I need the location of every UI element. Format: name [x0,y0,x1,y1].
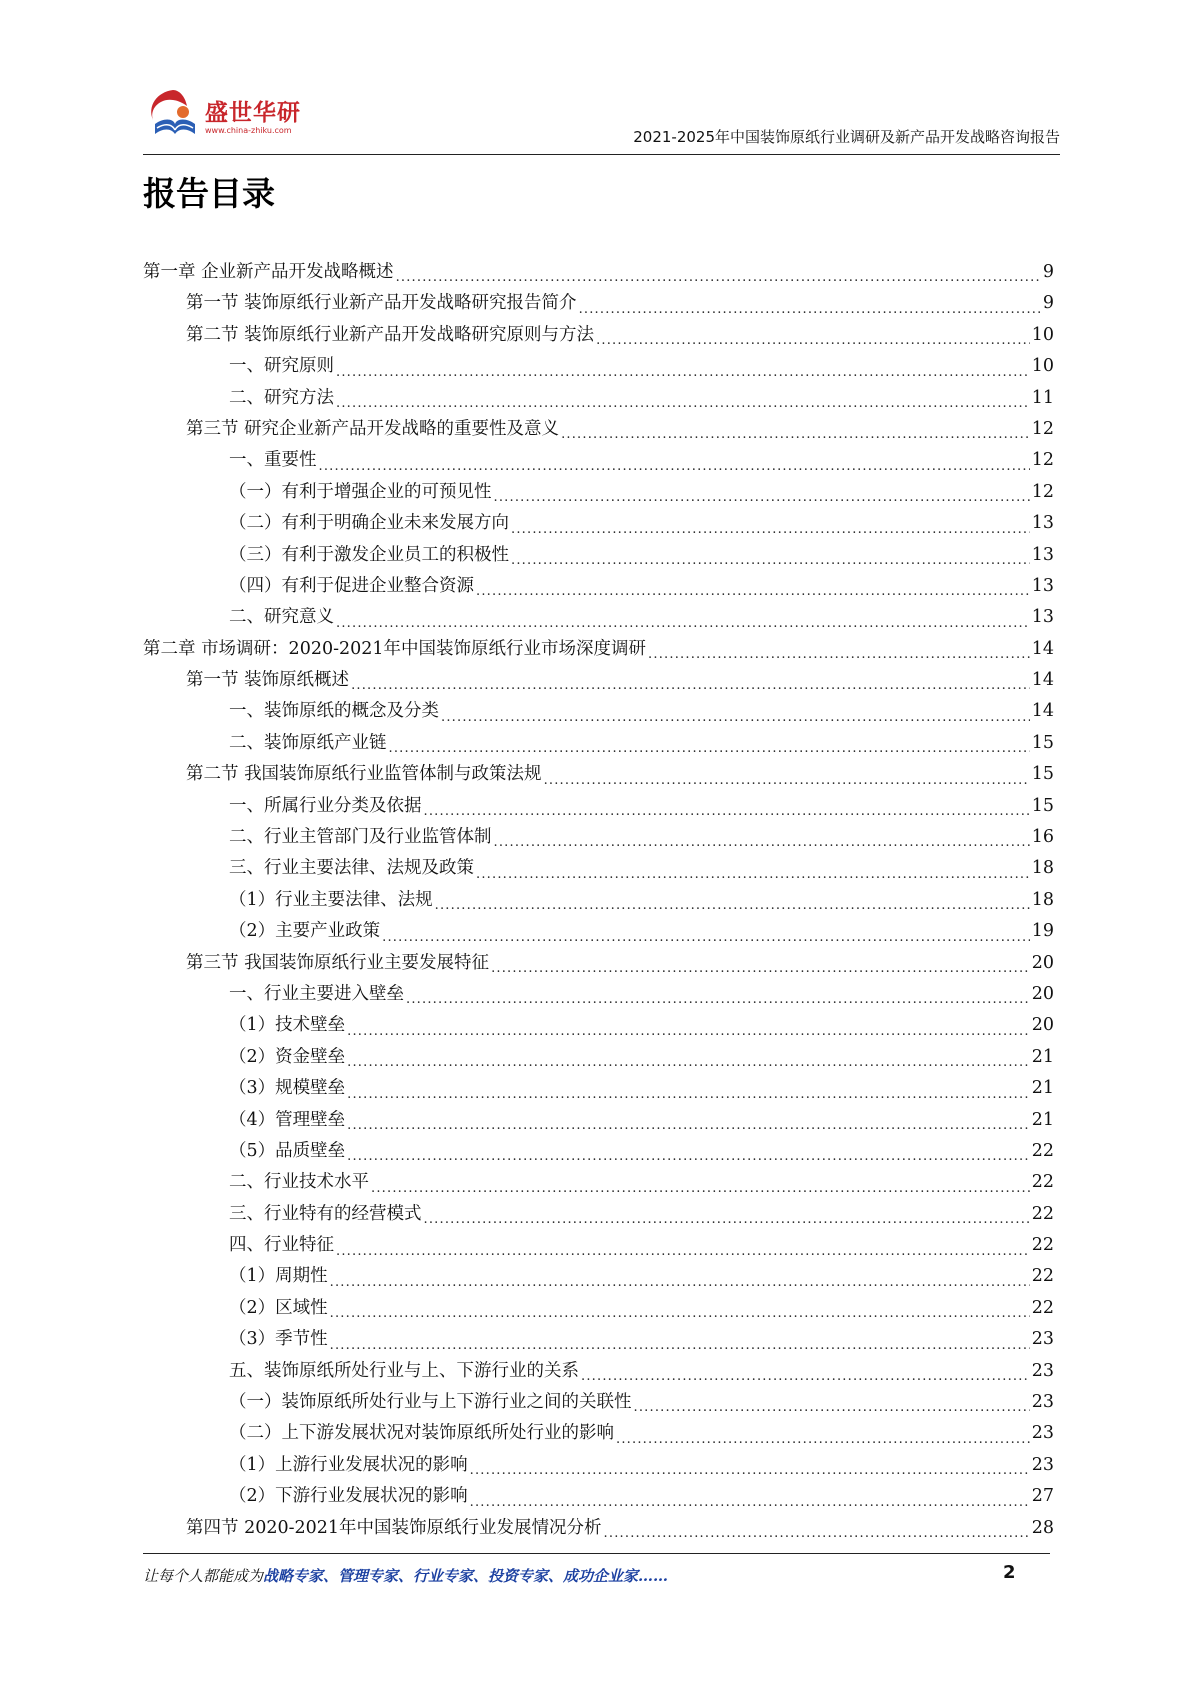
toc-leader-dots [351,665,1030,696]
toc-entry-title: 第一章 企业新产品开发战略概述 [143,261,394,282]
company-logo [143,84,323,154]
toc-entry-page: 10 [1031,324,1054,345]
toc-entry[interactable] [143,1356,1054,1387]
toc-leader-dots [371,1167,1030,1198]
toc-entry-title: 一、行业主要进入壁垒 [229,983,404,1004]
toc-entry[interactable] [143,1230,1054,1261]
toc-entry-page: 11 [1031,387,1054,408]
toc-entry-page: 22 [1031,1140,1054,1161]
logo-name: 盛世华研 [205,100,301,126]
header-divider [143,154,1060,155]
toc-entry-page: 12 [1031,450,1054,471]
toc-entry-page: 19 [1031,921,1054,942]
toc-leader-dots [441,696,1030,727]
toc-leader-dots [494,822,1030,853]
toc-leader-dots [491,948,1030,979]
toc-entry-page: 20 [1031,983,1054,1004]
toc-entry[interactable] [143,916,1054,947]
toc-leader-dots [424,1199,1030,1230]
toc-entry-page: 9 [1042,293,1054,314]
toc-leader-dots [648,634,1030,665]
toc-entry-title: （一）装饰原纸所处行业与上下游行业之间的关联性 [229,1392,632,1413]
toc-entry[interactable] [143,728,1054,759]
toc-leader-dots [319,445,1030,476]
toc-entry-title: 二、行业主管部门及行业监管体制 [229,827,492,848]
toc-entry[interactable] [143,571,1054,602]
toc-entry[interactable] [143,853,1054,884]
toc-entry-page: 13 [1031,544,1054,565]
toc-entry[interactable] [143,665,1054,696]
footer-highlight: 战略专家、管理专家、行业专家、投资专家、成功企业家…… [263,1567,669,1585]
toc-leader-dots [382,916,1030,947]
toc-entry-page: 21 [1031,1109,1054,1130]
toc-entry[interactable] [143,1042,1054,1073]
page-title: 报告目录 [143,174,275,213]
toc-leader-dots [347,1136,1030,1167]
toc-entry-page: 21 [1031,1078,1054,1099]
toc-entry[interactable] [143,1481,1054,1512]
toc-entry-page: 22 [1031,1203,1054,1224]
toc-leader-dots [330,1324,1030,1355]
toc-entry-title: （一）有利于增强企业的可预见性 [229,481,492,502]
toc-entry[interactable] [143,1293,1054,1324]
toc-leader-dots [476,571,1030,602]
toc-entry[interactable] [143,414,1054,445]
toc-entry-page: 13 [1031,575,1054,596]
toc-entry-title: 第二章 市场调研：2020-2021年中国装饰原纸行业市场深度调研 [143,638,647,659]
toc-leader-dots [336,351,1030,382]
toc-leader-dots [389,728,1030,759]
toc-leader-dots [470,1450,1030,1481]
toc-entry[interactable] [143,1262,1054,1293]
toc-leader-dots [424,791,1030,822]
toc-leader-dots [336,1230,1030,1261]
toc-leader-dots [604,1513,1030,1544]
toc-entry-page: 12 [1031,418,1054,439]
toc-entry-page: 10 [1031,356,1054,377]
toc-leader-dots [511,540,1030,571]
toc-entry[interactable] [143,477,1054,508]
toc-entry[interactable] [143,696,1054,727]
toc-entry-page: 20 [1031,1015,1054,1036]
toc-entry[interactable] [143,759,1054,790]
toc-entry[interactable] [143,979,1054,1010]
toc-entry-page: 22 [1031,1297,1054,1318]
toc-entry[interactable] [143,1105,1054,1136]
toc-entry[interactable] [143,540,1054,571]
toc-leader-dots [336,602,1030,633]
toc-entry-page: 18 [1031,889,1054,910]
toc-entry-page: 21 [1031,1046,1054,1067]
toc-entry[interactable] [143,257,1054,288]
toc-entry-page: 20 [1031,952,1054,973]
toc-entry-page: 23 [1031,1392,1054,1413]
toc-entry-title: （1）周期性 [229,1266,328,1287]
logo-emblem-icon [143,84,205,144]
toc-entry-title: 五、装饰原纸所处行业与上、下游行业的关系 [229,1360,579,1381]
toc-entry[interactable] [143,1167,1054,1198]
toc-entry-title: 第三节 我国装饰原纸行业主要发展特征 [186,952,490,973]
toc-entry-title: （5）品质壁垒 [229,1140,346,1161]
toc-entry[interactable] [143,1136,1054,1167]
toc-entry-page: 14 [1031,638,1054,659]
toc-entry-page: 23 [1031,1454,1054,1475]
toc-entry-title: （2）区域性 [229,1297,328,1318]
toc-leader-dots [330,1262,1030,1293]
toc-entry-title: （1）上游行业发展状况的影响 [229,1454,468,1475]
toc-entry[interactable] [143,383,1054,414]
toc-entry[interactable] [143,508,1054,539]
toc-entry-title: 第四节 2020-2021年中国装饰原纸行业发展情况分析 [186,1517,602,1538]
toc-leader-dots [616,1418,1030,1449]
toc-entry-title: 一、研究原则 [229,356,334,377]
toc-entry-page: 15 [1031,764,1054,785]
toc-leader-dots [476,853,1030,884]
toc-entry-page: 23 [1031,1423,1054,1444]
toc-entry-title: 第一节 装饰原纸概述 [186,670,350,691]
toc-leader-dots [596,320,1030,351]
toc-leader-dots [494,477,1030,508]
report-title: 2021-2025年中国装饰原纸行业调研及新产品开发战略咨询报告 [633,128,1060,146]
toc-leader-dots [634,1387,1030,1418]
toc-entry[interactable] [143,1324,1054,1355]
toc-entry[interactable] [143,1387,1054,1418]
toc-entry-title: 第二节 装饰原纸行业新产品开发战略研究原则与方法 [186,324,595,345]
toc-entry[interactable] [143,1513,1054,1544]
toc-entry-title: （1）技术壁垒 [229,1015,346,1036]
toc-entry-title: 第二节 我国装饰原纸行业监管体制与政策法规 [186,764,542,785]
toc-leader-dots [330,1293,1030,1324]
toc-entry-title: （2）主要产业政策 [229,921,381,942]
table-of-contents [143,257,1054,1544]
toc-leader-dots [336,383,1030,414]
toc-entry[interactable] [143,885,1054,916]
toc-entry-page: 14 [1031,670,1054,691]
toc-entry[interactable] [143,948,1054,979]
toc-entry-title: （4）管理壁垒 [229,1109,346,1130]
toc-entry[interactable] [143,351,1054,382]
page-header [143,78,1060,158]
toc-entry-page: 23 [1031,1360,1054,1381]
toc-entry-page: 22 [1031,1172,1054,1193]
toc-leader-dots [435,885,1030,916]
toc-entry[interactable] [143,1199,1054,1230]
toc-entry-title: 二、研究意义 [229,607,334,628]
toc-entry-page: 13 [1031,607,1054,628]
toc-entry-page: 15 [1031,732,1054,753]
toc-entry-page: 12 [1031,481,1054,502]
toc-leader-dots [581,1356,1030,1387]
toc-entry-page: 13 [1031,513,1054,534]
toc-leader-dots [347,1105,1030,1136]
toc-leader-dots [470,1481,1030,1512]
toc-entry-page: 14 [1031,701,1054,722]
toc-entry[interactable] [143,791,1054,822]
toc-leader-dots [579,288,1041,319]
toc-entry-title: 三、行业主要法律、法规及政策 [229,858,474,879]
toc-entry[interactable] [143,320,1054,351]
toc-leader-dots [511,508,1030,539]
toc-entry[interactable] [143,822,1054,853]
toc-entry-title: 二、行业技术水平 [229,1172,369,1193]
toc-entry-page: 22 [1031,1266,1054,1287]
logo-url: www.china-zhiku.com [205,126,292,135]
toc-entry-page: 9 [1042,261,1054,282]
toc-entry-title: 一、装饰原纸的概念及分类 [229,701,439,722]
toc-entry[interactable] [143,1010,1054,1041]
toc-entry[interactable] [143,602,1054,633]
toc-entry[interactable] [143,445,1054,476]
toc-leader-dots [347,1073,1030,1104]
toc-leader-dots [347,1042,1030,1073]
toc-entry[interactable] [143,1450,1054,1481]
toc-leader-dots [347,1010,1030,1041]
toc-entry-page: 23 [1031,1329,1054,1350]
toc-entry-page: 18 [1031,858,1054,879]
page-number: 2 [1003,1562,1016,1583]
toc-entry-title: 第一节 装饰原纸行业新产品开发战略研究报告简介 [186,293,577,314]
toc-entry-title: （二）有利于明确企业未来发展方向 [229,513,509,534]
toc-entry-title: （3）规模壁垒 [229,1078,346,1099]
toc-entry-title: 二、装饰原纸产业链 [229,732,387,753]
toc-entry[interactable] [143,634,1054,665]
toc-entry-title: 三、行业特有的经营模式 [229,1203,422,1224]
toc-entry-page: 22 [1031,1235,1054,1256]
toc-entry-page: 16 [1031,827,1054,848]
footer-divider [143,1553,1050,1554]
toc-leader-dots [396,257,1041,288]
toc-entry-title: （1）行业主要法律、法规 [229,889,433,910]
toc-entry-title: （2）资金壁垒 [229,1046,346,1067]
toc-entry-title: 一、所属行业分类及依据 [229,795,422,816]
footer-slogan [143,1565,668,1586]
toc-entry[interactable] [143,1418,1054,1449]
toc-entry[interactable] [143,288,1054,319]
toc-entry-title: 四、行业特征 [229,1235,334,1256]
toc-entry-title: （3）季节性 [229,1329,328,1350]
toc-entry-title: 二、研究方法 [229,387,334,408]
toc-entry-title: （二）上下游发展状况对装饰原纸所处行业的影响 [229,1423,614,1444]
toc-entry-title: （2）下游行业发展状况的影响 [229,1486,468,1507]
toc-entry-page: 27 [1031,1486,1054,1507]
toc-entry-title: 一、重要性 [229,450,317,471]
toc-entry-title: （三）有利于激发企业员工的积极性 [229,544,509,565]
toc-entry-title: （四）有利于促进企业整合资源 [229,575,474,596]
toc-entry-page: 15 [1031,795,1054,816]
toc-leader-dots [544,759,1030,790]
toc-leader-dots [406,979,1030,1010]
toc-entry-page: 28 [1031,1517,1054,1538]
toc-leader-dots [561,414,1030,445]
toc-entry[interactable] [143,1073,1054,1104]
toc-entry-title: 第三节 研究企业新产品开发战略的重要性及意义 [186,418,560,439]
footer-prefix: 让每个人都能成为 [143,1567,264,1585]
